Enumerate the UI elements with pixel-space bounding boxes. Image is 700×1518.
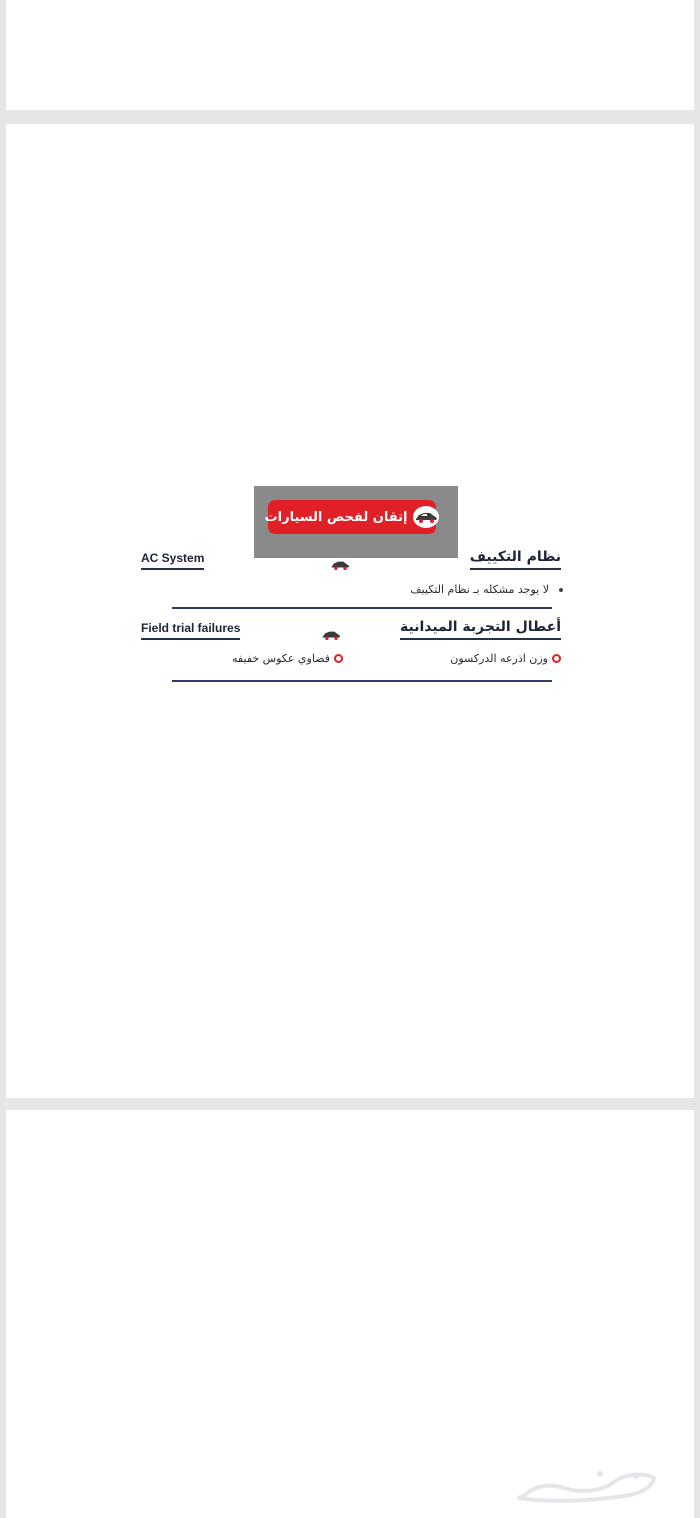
field-item-text: فضاوي عكوس خفيفه	[232, 652, 330, 665]
page-card-top	[6, 0, 694, 110]
haraj-watermark-icon	[504, 1468, 664, 1504]
ac-item	[410, 583, 563, 596]
car-logo-icon	[327, 558, 353, 572]
field-heading-en: Field trial failures	[141, 621, 241, 635]
report-page	[6, 124, 694, 1098]
ac-heading-ar: نظام التكييف	[469, 549, 561, 565]
page-card-bottom	[6, 1110, 694, 1518]
section-divider	[172, 680, 552, 682]
inspection-banner	[254, 486, 458, 558]
ring-bullet-icon	[552, 654, 561, 663]
bullet-icon	[559, 588, 563, 592]
field-item	[450, 652, 561, 665]
car-logo-icon	[413, 506, 439, 528]
ac-heading-en: AC System	[141, 551, 205, 565]
ac-item-text: لا يوجد مشكله بـ نظام التكييف	[410, 583, 549, 596]
banner-title: إتقان لفحص السيارات	[264, 509, 408, 525]
field-heading-ar: أعطال التجربة الميدانية	[400, 619, 561, 635]
field-item-text: وزن اذرعه الدركسون	[450, 652, 548, 665]
banner-pill	[264, 500, 436, 534]
section-divider	[172, 607, 552, 609]
field-item	[232, 652, 343, 665]
car-logo-icon	[318, 628, 344, 642]
ring-bullet-icon	[334, 654, 343, 663]
